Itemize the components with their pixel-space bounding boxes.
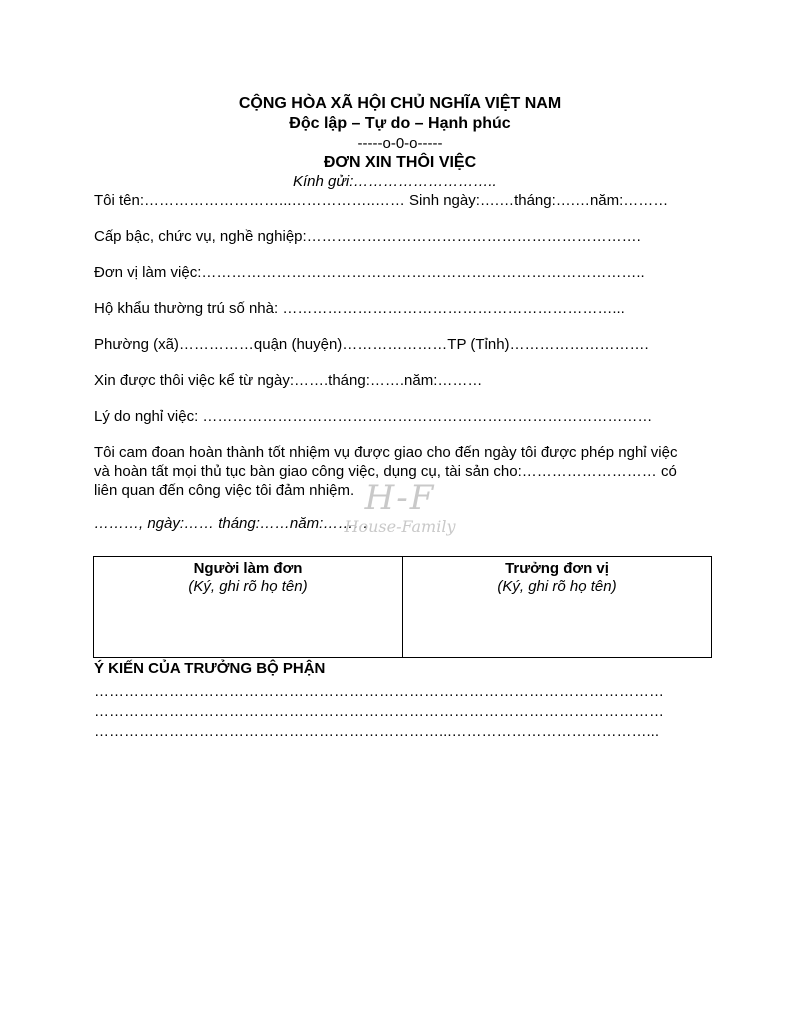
name-birthdate-line: Tôi tên:………………………...……………..…… Sinh ngày:….…tháng:….…năm:……… [94, 192, 669, 209]
applicant-signature-cell [94, 557, 402, 657]
residence-field: Hộ khẩu thường trú số nhà: …………………………………………………………... [94, 300, 625, 317]
watermark-logo [330, 480, 470, 536]
watermark-monogram: H-F [364, 478, 436, 518]
signature-table [93, 556, 712, 658]
applicant-title: Người làm đơn [193, 560, 303, 577]
date-line: ………, ngày:…… tháng:……năm:……… [94, 515, 369, 532]
head-note: (Ký, ghi rõ họ tên) [497, 578, 617, 595]
heading-separator: -----o-0-o----- [357, 135, 443, 152]
opinion-line-3: ……………………………………………………………...…………………………………... [94, 723, 660, 740]
ward-district-province-field: Phường (xã)……………quận (huyện)…………………TP (Tỉnh)………………………. [94, 336, 649, 353]
reason-field: Lý do nghỉ việc: ……………………………………………………………………………… [94, 408, 653, 425]
recipient-line: Kính gửi:……………………….. [293, 173, 497, 190]
applicant-note: (Ký, ghi rõ họ tên) [188, 578, 308, 595]
opinion-line-2: …………………………………………………………………………………………………… [94, 703, 664, 720]
watermark-text: House-Family [344, 517, 456, 536]
head-title: Trưởng đơn vị [505, 560, 609, 577]
head-signature-cell [402, 557, 711, 657]
resignation-date-field: Xin được thôi việc kể từ ngày:…….tháng:…….năm:……… [94, 372, 483, 389]
position-field: Cấp bậc, chức vụ, nghề nghiệp:…………………………………………………………. [94, 228, 641, 245]
country-heading: CỘNG HÒA XÃ HỘI CHỦ NGHĨA VIỆT NAM [238, 95, 562, 112]
commitment-line-2: và hoàn tất mọi thủ tục bàn giao công việc, dụng cụ, tài sản cho:……………………… có [94, 463, 677, 480]
commitment-line-1: Tôi cam đoan hoàn thành tốt nhiệm vụ được giao cho đến ngày tôi được phép nghỉ việc [94, 444, 678, 461]
commitment-line-3: liên quan đến công việc tôi đảm nhiệm. [94, 482, 355, 499]
opinion-heading: Ý KIẾN CỦA TRƯỞNG BỘ PHẬN [94, 660, 326, 677]
opinion-line-1: …………………………………………………………………………………………………… [94, 683, 664, 700]
workplace-field: Đơn vị làm việc:…………………………………………………………………………….. [94, 264, 645, 281]
motto-heading: Độc lập – Tự do – Hạnh phúc [289, 115, 511, 132]
document-title: ĐƠN XIN THÔI VIỆC [323, 154, 477, 171]
